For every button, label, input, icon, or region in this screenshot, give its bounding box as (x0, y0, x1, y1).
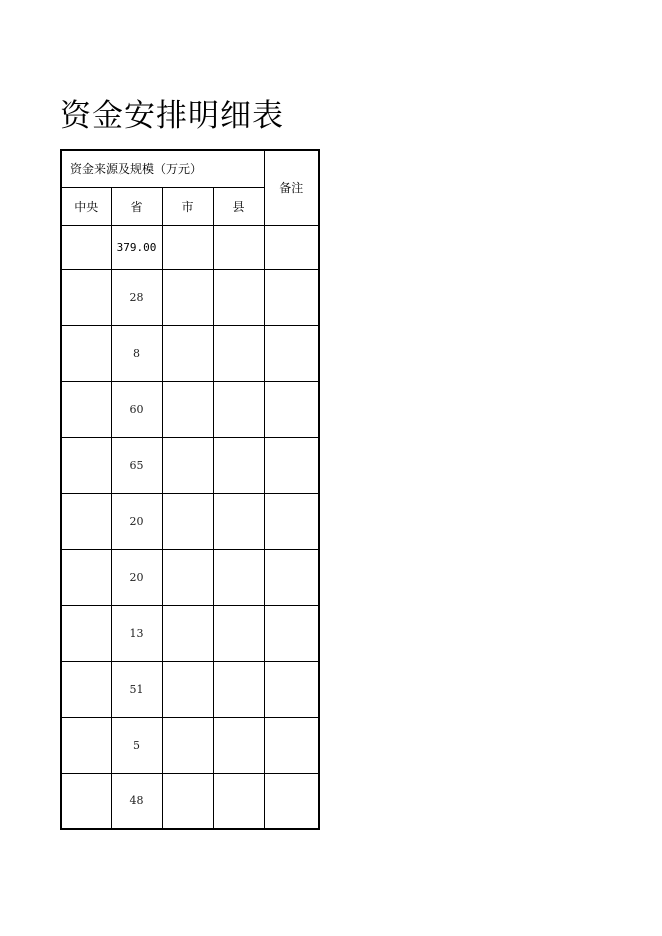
cell-city (162, 773, 213, 829)
cell-province: 379.00 (111, 225, 162, 269)
page-title: 资金安排明细表 (60, 98, 284, 134)
table-row (61, 605, 319, 661)
table-row (61, 269, 319, 325)
table-row (61, 773, 319, 829)
table-row (61, 225, 319, 269)
cell-central (61, 605, 111, 661)
cell-remarks (264, 437, 319, 493)
cell-county (213, 225, 264, 269)
cell-city (162, 269, 213, 325)
cell-central (61, 325, 111, 381)
cell-central (61, 269, 111, 325)
cell-province: 65 (111, 437, 162, 493)
cell-province: 13 (111, 605, 162, 661)
cell-city (162, 661, 213, 717)
table-row (61, 493, 319, 549)
cell-central (61, 549, 111, 605)
cell-remarks (264, 493, 319, 549)
cell-city (162, 605, 213, 661)
table-row (61, 549, 319, 605)
cell-county (213, 325, 264, 381)
cell-remarks (264, 717, 319, 773)
cell-city (162, 325, 213, 381)
cell-county (213, 605, 264, 661)
cell-province: 8 (111, 325, 162, 381)
cell-county (213, 269, 264, 325)
cell-city (162, 717, 213, 773)
cell-county (213, 381, 264, 437)
cell-province: 20 (111, 493, 162, 549)
table-row (61, 381, 319, 437)
cell-county (213, 717, 264, 773)
funding-table (60, 149, 320, 830)
cell-remarks (264, 661, 319, 717)
column-header-city: 市 (162, 187, 213, 225)
cell-remarks (264, 325, 319, 381)
cell-remarks (264, 549, 319, 605)
column-header-county: 县 (213, 187, 264, 225)
cell-remarks (264, 605, 319, 661)
cell-county (213, 549, 264, 605)
cell-county (213, 493, 264, 549)
table-row (61, 717, 319, 773)
cell-central (61, 717, 111, 773)
source-scale-header: 资金来源及规模（万元） (61, 150, 264, 187)
table-row (61, 325, 319, 381)
cell-remarks (264, 225, 319, 269)
cell-city (162, 225, 213, 269)
table-row (61, 437, 319, 493)
cell-central (61, 493, 111, 549)
cell-city (162, 381, 213, 437)
header-row-source (61, 150, 319, 187)
cell-remarks (264, 381, 319, 437)
cell-county (213, 661, 264, 717)
cell-province: 20 (111, 549, 162, 605)
cell-city (162, 493, 213, 549)
cell-central (61, 381, 111, 437)
column-header-province: 省 (111, 187, 162, 225)
cell-province: 5 (111, 717, 162, 773)
cell-central (61, 661, 111, 717)
cell-county (213, 773, 264, 829)
remarks-header: 备注 (264, 150, 319, 225)
cell-city (162, 437, 213, 493)
cell-province: 28 (111, 269, 162, 325)
table-row (61, 661, 319, 717)
cell-central (61, 773, 111, 829)
cell-central (61, 437, 111, 493)
cell-province: 48 (111, 773, 162, 829)
column-header-central: 中央 (61, 187, 111, 225)
cell-remarks (264, 269, 319, 325)
cell-city (162, 549, 213, 605)
cell-county (213, 437, 264, 493)
cell-remarks (264, 773, 319, 829)
cell-province: 51 (111, 661, 162, 717)
cell-central (61, 225, 111, 269)
cell-province: 60 (111, 381, 162, 437)
